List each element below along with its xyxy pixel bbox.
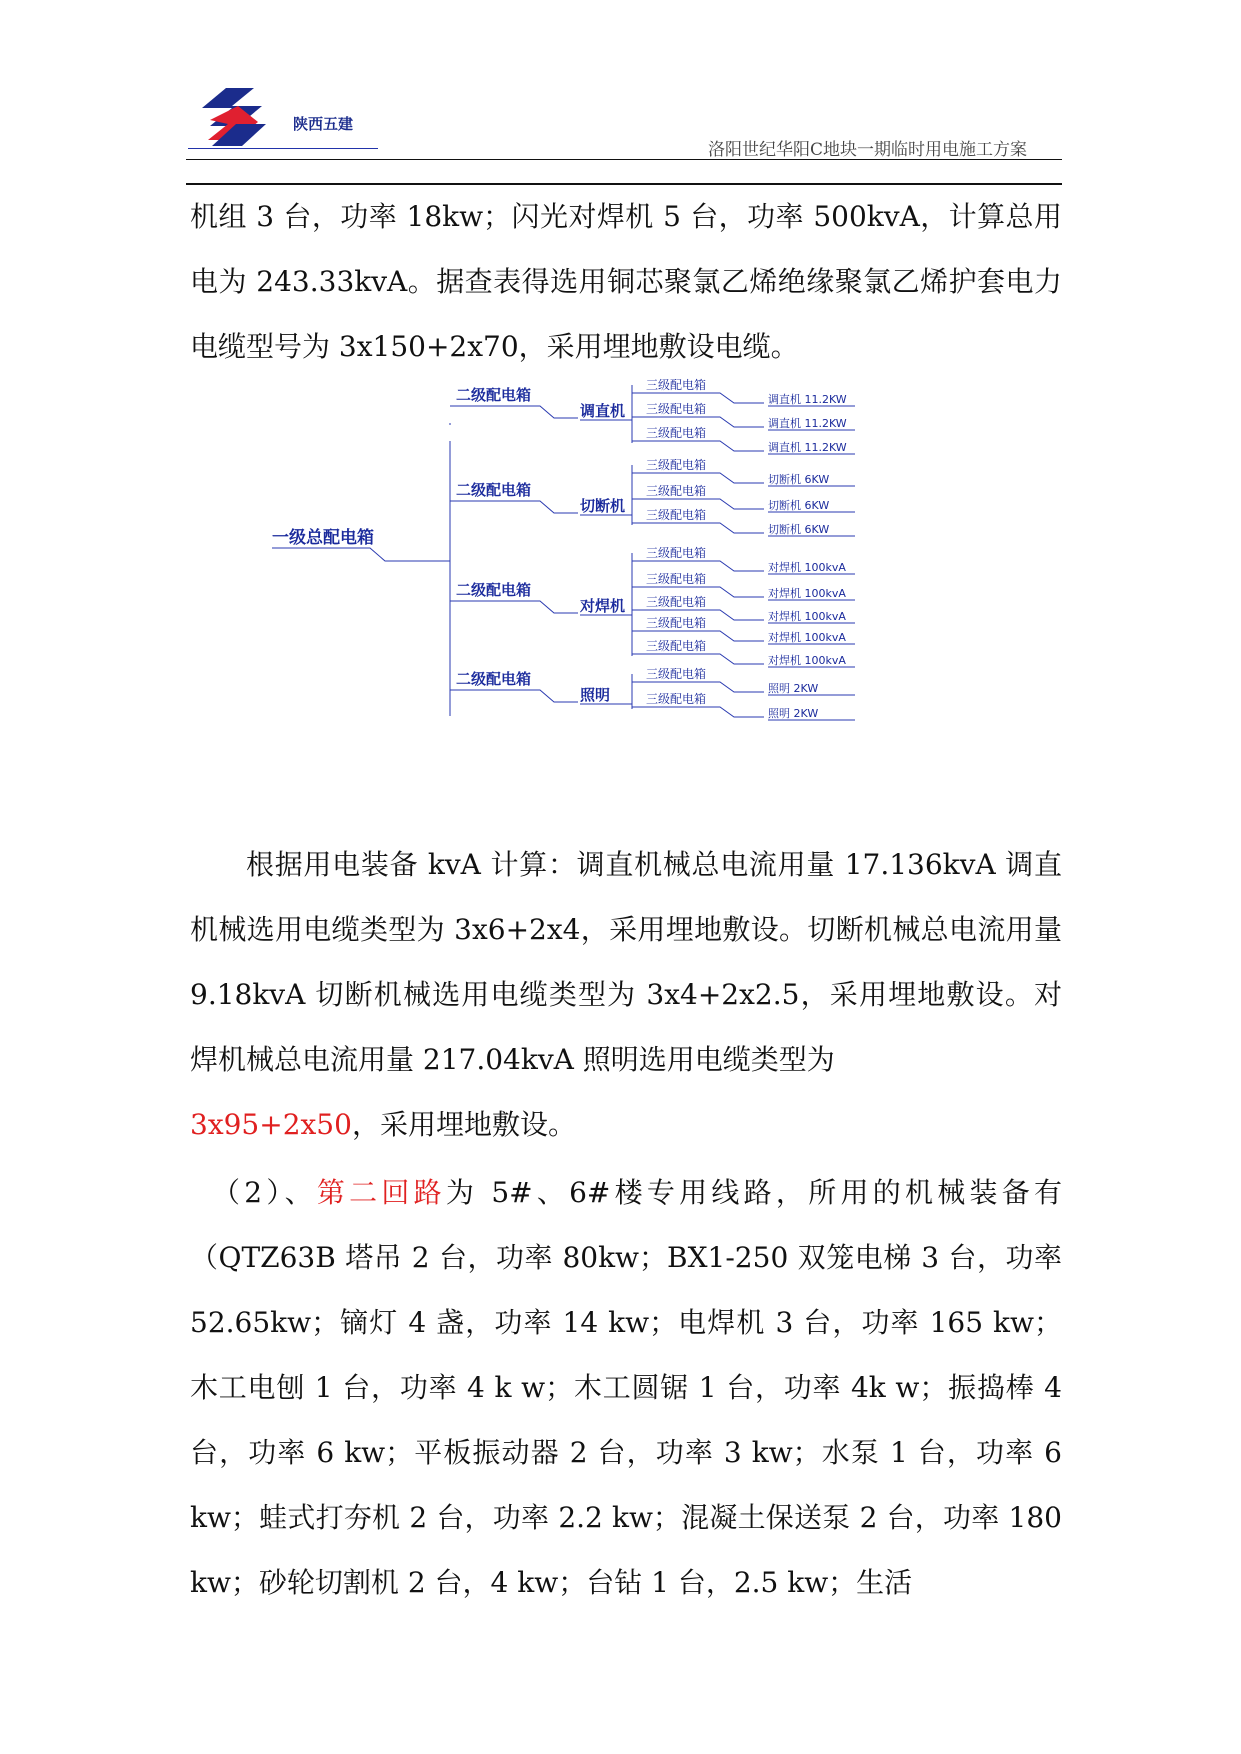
level3-connector: [632, 473, 764, 483]
load-label: 调直机 11.2KW: [768, 441, 847, 454]
level3-connector: [632, 654, 764, 664]
root-connector: [272, 548, 450, 561]
load-label: 对焊机 100kvA: [768, 561, 846, 574]
level2-box-label: 二级配电箱: [456, 386, 532, 404]
header-title: 洛阳世纪华阳C地块一期临时用电施工方案: [707, 140, 1027, 160]
level3-box-label: 三级配电箱: [646, 508, 707, 522]
level3-connector: [632, 561, 764, 571]
paragraph-load-calc-tail: ，采用埋地敷设。: [351, 1108, 576, 1141]
level3-box-label: 三级配电箱: [646, 692, 707, 706]
level3-connector: [632, 523, 764, 533]
distribution-diagram: [270, 378, 990, 815]
load-label: 切断机 6KW: [768, 473, 830, 486]
load-label: 调直机 11.2KW: [768, 393, 847, 406]
level3-connector: [632, 707, 764, 717]
root-box-label: 一级总配电箱: [272, 528, 374, 548]
load-label: 切断机 6KW: [768, 499, 830, 512]
level3-connector: [632, 682, 764, 692]
logo-underline: [188, 148, 378, 149]
logo-text: 陕西五建: [293, 115, 354, 133]
level3-box-label: 三级配电箱: [646, 378, 707, 392]
level2-connector: [450, 690, 578, 702]
cable-spec-red: 3x95+2x50: [190, 1108, 352, 1141]
level2-connector: [450, 406, 578, 418]
level2-box-label: 二级配电箱: [456, 581, 532, 599]
company-logo: [188, 84, 388, 154]
load-label: 照明 2KW: [768, 707, 819, 720]
level3-box-label: 三级配电箱: [646, 546, 707, 560]
paragraph-cable-intro: 机组 3 台，功率 18kw；闪光对焊机 5 台，功率 500kvA，计算总用电为 243.33kvA。据查表得选用铜芯聚氯乙烯绝缘聚氯乙烯护套电力电缆型号为 3x150+2x70，采用埋地敷设电缆。: [190, 200, 1062, 363]
paragraph-load-calc-text: 根据用电装备 kvA 计算：调直机械总电流用量 17.136kvA 调直机械选用电缆类型为 3x6+2x4，采用埋地敷设。切断机械总电流用量 9.18kvA 切断机械选用电缆类型为 3x4+2x2.5，采用埋地敷设。对焊机械总电流用量 217.04kvA 照明选用电缆类型为: [190, 848, 1062, 1076]
load-label: 对焊机 100kvA: [768, 587, 846, 600]
paragraph-load-calc: [190, 832, 1062, 1157]
load-label: 切断机 6KW: [768, 523, 830, 536]
circuit-number: （2）、: [212, 1176, 317, 1209]
machine-label: 切断机: [580, 497, 626, 515]
level3-box-label: 三级配电箱: [646, 426, 707, 440]
machine-label: 调直机: [580, 402, 626, 420]
level2-box-label: 二级配电箱: [456, 481, 532, 499]
level2-connector: [450, 601, 578, 613]
load-label: 对焊机 100kvA: [768, 610, 846, 623]
load-label: 照明 2KW: [768, 682, 819, 695]
level3-connector: [632, 441, 764, 451]
level3-box-label: 三级配电箱: [646, 667, 707, 681]
level3-box-label: 三级配电箱: [646, 639, 707, 653]
machine-label: 照明: [580, 686, 611, 704]
level3-box-label: 三级配电箱: [646, 484, 707, 498]
level3-box-label: 三级配电箱: [646, 595, 707, 609]
load-label: 对焊机 100kvA: [768, 631, 846, 644]
level3-box-label: 三级配电箱: [646, 616, 707, 630]
load-label: 对焊机 100kvA: [768, 654, 846, 667]
level3-box-label: 三级配电箱: [646, 402, 707, 416]
load-label: 调直机 11.2KW: [768, 417, 847, 430]
second-circuit-text: 为 5#、6#楼专用线路，所用的机械装备有（QTZ63B 塔吊 2 台，功率 80kw；BX1-250 双笼电梯 3 台，功率 52.65kw；镝灯 4 盏，功率 14 kw；电焊机 3 台，功率 165 kw；木工电刨 1 台，功率 4 k w；木工圆锯 1 台，功率 4k w；振捣棒 4 台，功率 6 kw；平板振动器 2 台，功率 3 kw；水泵 1 台，功率 6 kw；蛙式打夯机 2 台，功率 2.2 kw；混凝土保送泵 2 台，功率 180 kw；砂轮切割机 2 台，4 kw；台钻 1 台，2.5 kw；生活: [190, 1176, 1062, 1599]
level3-box-label: 三级配电箱: [646, 572, 707, 586]
header-rule: [186, 159, 1062, 160]
level2-connector: [450, 501, 578, 513]
level2-box-label: 二级配电箱: [456, 670, 532, 688]
level3-box-label: 三级配电箱: [646, 458, 707, 472]
machine-label: 对焊机: [580, 597, 626, 615]
paragraph-second-circuit: [190, 1160, 1062, 1615]
second-circuit-label: 第二回路: [316, 1176, 446, 1209]
